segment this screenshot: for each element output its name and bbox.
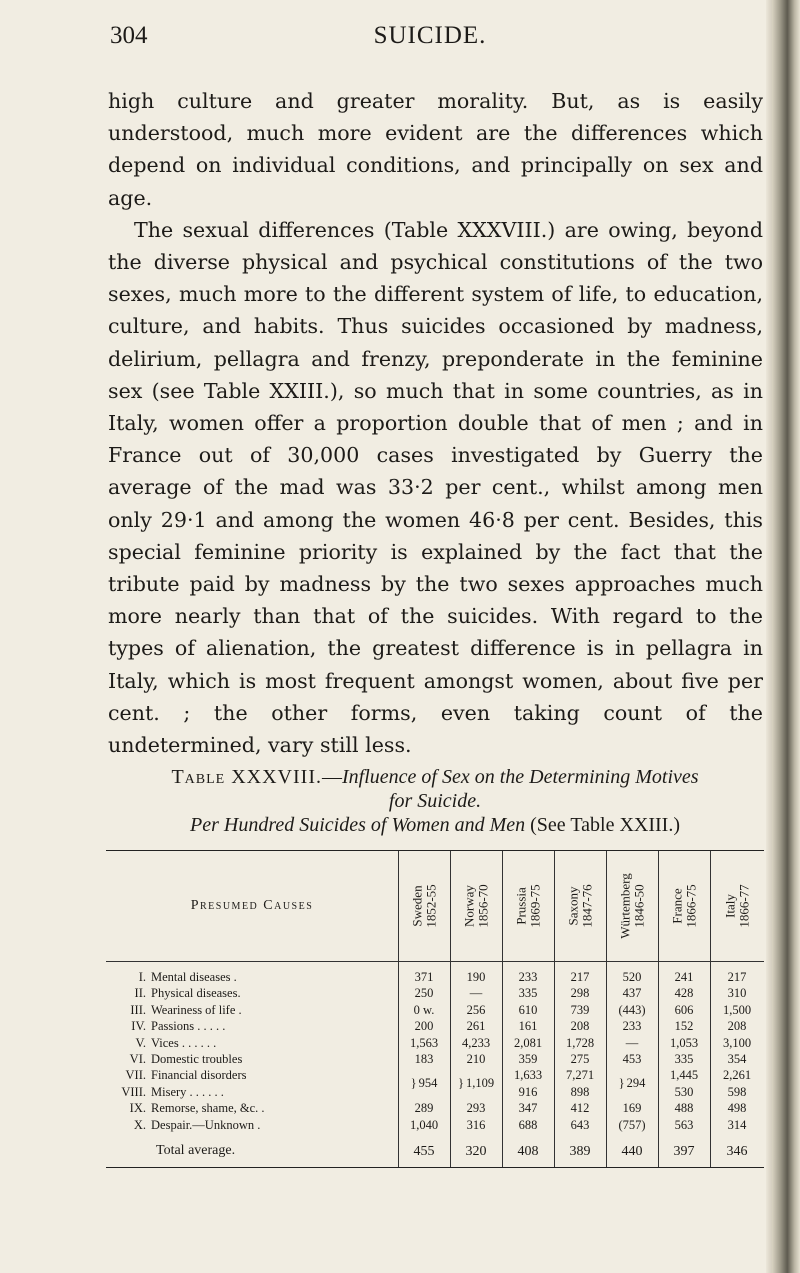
table-cell: 293 (466, 1101, 486, 1116)
table-cell: 7,271 (565, 1068, 595, 1083)
table-cell: 488 (674, 1101, 694, 1116)
cause-label: Vices . . . . . . (151, 1035, 217, 1050)
row-number: IV. (131, 1019, 146, 1034)
cause-label: Financial disorders (151, 1068, 247, 1083)
table-cell: 217 (727, 970, 747, 984)
row-number: III. (130, 1002, 146, 1017)
body-text (108, 85, 763, 761)
brace-glyph: } (410, 1076, 417, 1091)
total-cell: 320 (465, 1143, 487, 1159)
table-cell: 190 (466, 970, 486, 984)
total-cell: 440 (621, 1143, 643, 1159)
merged-value: 1,109 (465, 1076, 495, 1091)
row-number: VII. (125, 1068, 146, 1083)
table-cell: 898 (570, 1084, 590, 1099)
table-row (106, 1019, 764, 1035)
table-cell: 316 (466, 1117, 486, 1132)
table-cell: 1,633 (513, 1068, 543, 1083)
table-cell: 261 (466, 1019, 486, 1034)
table-cell: 1,728 (565, 1035, 595, 1050)
table-cell: (443) (618, 1002, 646, 1017)
table-cell: 200 (414, 1019, 434, 1034)
table-cell: 298 (570, 986, 590, 1001)
table-cell: 563 (674, 1117, 694, 1132)
brace-glyph: } (618, 1076, 625, 1091)
table-row (106, 1036, 764, 1052)
total-cell: 389 (569, 1143, 591, 1159)
brace-glyph: } (457, 1076, 464, 1091)
cause-label: Physical diseases. (151, 986, 241, 1001)
row-number: V. (135, 1035, 146, 1050)
table-cell: 208 (727, 1019, 747, 1034)
table-cell: 3,100 (722, 1035, 752, 1050)
row-number: I. (138, 970, 146, 984)
table-cell: 161 (518, 1019, 538, 1034)
row-number: II. (134, 986, 146, 1001)
page-edge (766, 0, 772, 1273)
table-cell: 256 (466, 1002, 486, 1017)
row-label (112, 1052, 397, 1067)
table-cell: 437 (622, 986, 642, 1001)
causes-column-header: Presumed Causes (190, 898, 314, 913)
table-row (106, 1101, 764, 1117)
table-row (106, 1085, 764, 1101)
table-cell: 347 (518, 1101, 538, 1116)
table-cell: 520 (622, 970, 642, 984)
table-cell: 233 (622, 1019, 642, 1034)
table-row (106, 1118, 764, 1134)
row-label (112, 1068, 397, 1083)
table-cell: 428 (674, 986, 694, 1001)
table-cell: 310 (727, 986, 747, 1001)
table-cell: 1,053 (669, 1035, 699, 1050)
total-cell: 397 (673, 1143, 695, 1159)
paragraph: The sexual differences (Table XXXVIII.) are owing, beyond the diverse physical and psychical constitutions of the two sexes, much more to the different system of life, to education, culture, and habits. Thus suicides occasioned by madness, delirium, pellagra and frenzy, preponderate in the feminine sex (see Table XXIII.), so much that in some countries, as in Italy, women offer a proportion double that of men ; and in France out of 30,000 cases investigated by Guerry the average of the mad was 33·2 per cent., whilst among men only 29·1 and among the women 46·8 per cent. Besides, this special feminine priority is explained by the fact that the tribute paid by madness by the two sexes approaches much more nearly than that of the suicides. With regard to the types of alienation, the greatest difference is in pellagra in Italy, which is most frequent amongst women, about five per cent. ; the other forms, even taking count of the undetermined, vary still less. (108, 217, 763, 758)
row-label (112, 1101, 397, 1116)
table-cell: 335 (674, 1051, 694, 1066)
table-cell: 314 (727, 1117, 747, 1132)
total-cell: 346 (726, 1143, 748, 1159)
table-row (106, 1068, 764, 1091)
table-see-reference: (See Table XXIII.) (530, 814, 680, 836)
table-cell: 4,233 (461, 1035, 491, 1050)
row-label (112, 970, 397, 985)
running-header (110, 22, 750, 52)
total-cell: 408 (517, 1143, 539, 1159)
cause-label: Mental diseases . (151, 970, 237, 984)
table-cell: 498 (727, 1101, 747, 1116)
column-header-prussia: Prussia 1869-75 (502, 851, 555, 961)
cause-label: Weariness of life . (151, 1002, 242, 1017)
merged-value: 294 (626, 1076, 646, 1091)
table-cell: 233 (518, 970, 538, 984)
page-number: 304 (110, 22, 148, 49)
table-cell: 453 (622, 1051, 642, 1066)
table-row (106, 1052, 764, 1068)
table-cell: 152 (674, 1019, 694, 1034)
table-row (106, 970, 764, 986)
table-header (106, 851, 764, 962)
table-row (106, 986, 764, 1002)
row-number: VIII. (121, 1084, 146, 1099)
table-cell: 0 w. (413, 1002, 435, 1017)
column-header-norway: Norway 1856-70 (450, 851, 503, 961)
column-header-sweden: Sweden 1852-55 (398, 851, 451, 961)
table-cell: 208 (570, 1019, 590, 1034)
running-title: SUICIDE. (373, 22, 487, 49)
table-cell: 606 (674, 1002, 694, 1017)
table-cell: — (469, 986, 483, 1001)
table-cell: 1,040 (409, 1117, 439, 1132)
table-cell: 250 (414, 986, 434, 1001)
table-cell: 1,445 (669, 1068, 699, 1083)
table-cell: 610 (518, 1002, 538, 1017)
table-cell: 241 (674, 970, 694, 984)
row-number: IX. (129, 1101, 146, 1116)
total-cell: 455 (413, 1143, 435, 1159)
table-body (106, 962, 764, 1167)
table-cell: 916 (518, 1084, 538, 1099)
table-cell: 598 (727, 1084, 747, 1099)
row-number: X. (133, 1117, 146, 1132)
total-label: Total average. (156, 1142, 236, 1158)
table-cell: 1,563 (409, 1035, 439, 1050)
cause-label: Remorse, shame, &c. . (151, 1101, 265, 1116)
table-cell: 210 (466, 1051, 486, 1066)
table-cell: — (625, 1035, 639, 1050)
table-cell: 359 (518, 1051, 538, 1066)
row-label (112, 1085, 397, 1100)
table-cell: 2,261 (722, 1068, 752, 1083)
table-cell: 183 (414, 1051, 434, 1066)
row-label (112, 1019, 397, 1034)
table-cell: 1,500 (722, 1002, 752, 1017)
table-cell: 169 (622, 1101, 642, 1116)
cause-label: Passions . . . . . (151, 1019, 226, 1034)
total-row (106, 1134, 764, 1167)
table-cell: (757) (618, 1117, 646, 1132)
merged-value: 954 (418, 1076, 438, 1091)
data-table (106, 850, 764, 1168)
table-cell: 289 (414, 1101, 434, 1116)
table-cell: 217 (570, 970, 590, 984)
table-caption: Table XXXVIII.—Influence of Sex on the Determining Motives for Suicide. Per Hundred Suicides of Women and Men (See Table XXIII.) (171, 766, 699, 836)
table-row (106, 1003, 764, 1019)
row-label (112, 986, 397, 1001)
cause-label: Misery . . . . . . (151, 1084, 224, 1099)
table-cell: 412 (570, 1101, 590, 1116)
table-cell: 371 (414, 970, 434, 984)
cause-label: Domestic troubles (151, 1051, 243, 1066)
book-edge-shadow (772, 0, 800, 1273)
table-cell: 335 (518, 986, 538, 1001)
table-title-line2: for Suicide. (388, 790, 482, 812)
table-cell: 643 (570, 1117, 590, 1132)
column-header-france: France 1866-75 (658, 851, 711, 961)
table-title: Influence of Sex on the Determining Motives (341, 766, 699, 788)
row-number: VI. (129, 1051, 146, 1066)
paragraph: high culture and greater morality. But, as is easily understood, much more evident are the differences which depend on individual conditions, and principally on sex and age. (108, 89, 763, 210)
row-label (112, 1003, 397, 1018)
table-cell: 739 (570, 1002, 590, 1017)
row-label (112, 1036, 397, 1051)
column-header-saxony: Saxony 1847-76 (554, 851, 607, 961)
table-subtitle: Per Hundred Suicides of Women and Men (190, 814, 526, 836)
table-label: Table XXXVIII. (171, 766, 322, 788)
column-header-italy: Italy 1866-77 (710, 851, 765, 961)
table-cell: 354 (727, 1051, 747, 1066)
row-label (112, 1118, 397, 1133)
table-cell: 275 (570, 1051, 590, 1066)
table-cell: 688 (518, 1117, 538, 1132)
table-cell: 2,081 (513, 1035, 543, 1050)
column-header-wurtemberg: Würtemberg 1846-50 (606, 851, 659, 961)
cause-label: Despair.—Unknown . (151, 1117, 261, 1132)
table-cell: 530 (674, 1084, 694, 1099)
